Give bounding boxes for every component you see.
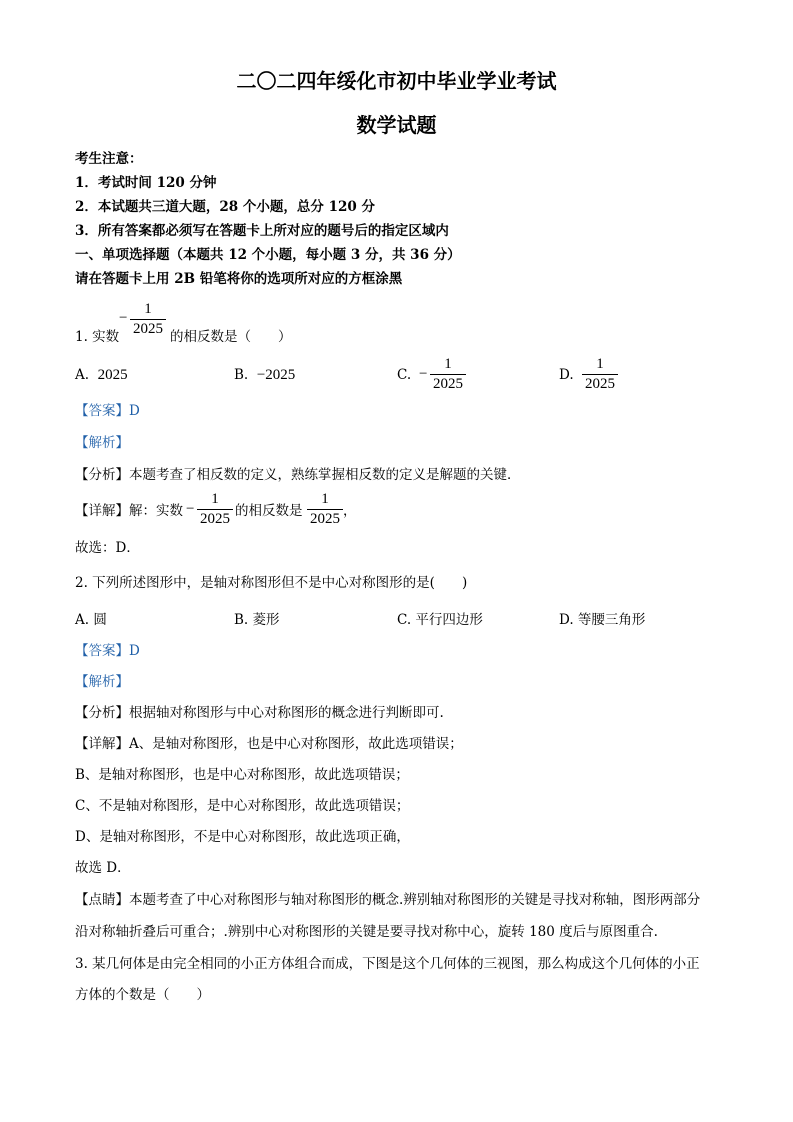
- q2-fenxi: 【分析】根据轴对称图形与中心对称图形的概念进行判断即可.: [75, 705, 444, 721]
- q1-option-a-label: A.: [75, 367, 90, 383]
- exam-subtitle: 数学试题: [356, 113, 437, 137]
- q2-detail-2: B、是轴对称图形，也是中心对称图形，故此选项错误；: [75, 767, 409, 783]
- q1-option-c-minus: −: [419, 366, 428, 382]
- q1-option-c-label: C.: [397, 367, 412, 383]
- q2-answer: 【答案】D: [75, 643, 140, 659]
- q3-stem-2: 方体的个数是（ ）: [75, 987, 210, 1003]
- q1-detail-bar-2: [307, 509, 343, 510]
- q2-option-a: A. 圆: [75, 612, 107, 628]
- q1-option-c-fraction: [430, 356, 466, 393]
- q1-detail-mid: 的相反数是: [235, 503, 303, 519]
- q1-fenxi: 【分析】本题考查了相反数的定义，熟练掌握相反数的定义是解题的关键．: [75, 467, 521, 483]
- q1-detail-num-2: 1: [321, 491, 329, 507]
- q1-option-d-den: 2025: [585, 376, 615, 392]
- q2-option-b: B. 菱形: [234, 612, 280, 628]
- notice-item-1: 1．考试时间 120 分钟: [75, 175, 217, 191]
- q1-frac-num: 1: [144, 301, 152, 317]
- q1-frac-bar: [130, 319, 166, 320]
- q1-option-b-value: −2025: [256, 367, 296, 383]
- q1-minus: −: [119, 310, 128, 326]
- q2-stem: 2. 下列所述图形中，是轴对称图形但不是中心对称图形的是( ): [75, 575, 468, 591]
- q1-detail-minus: −: [186, 501, 195, 517]
- q2-detail-3: C、不是轴对称图形，是中心对称图形，故此选项错误；: [75, 798, 410, 814]
- q1-option-b: [234, 367, 295, 384]
- q1-conclusion: 故选：D．: [75, 540, 140, 556]
- q1-option-d-fraction: [582, 356, 618, 393]
- q1-detail-end: ，: [343, 503, 357, 519]
- notice-heading: 考生注意：: [75, 151, 143, 167]
- q1-detail-fraction-1: [197, 491, 233, 528]
- q1-option-c-bar: [430, 374, 466, 375]
- q2-option-d: D. 等腰三角形: [559, 612, 646, 628]
- section-heading: 一、单项选择题（本题共 12 个小题，每小题 3 分，共 36 分）: [75, 247, 461, 263]
- notice-item-3: 3．所有答案都必须写在答题卡上所对应的题号后的指定区域内: [75, 223, 449, 239]
- q2-detail-4: D、是轴对称图形，不是中心对称图形，故此选项正确，: [75, 829, 410, 845]
- q1-option-b-label: B.: [234, 367, 249, 383]
- q1-answer: 【答案】D: [75, 403, 140, 419]
- q1-option-c-den: 2025: [433, 376, 463, 392]
- q1-frac-den: 2025: [133, 321, 163, 337]
- section-instruction: 请在答题卡上用 2B 铅笔将你的选项所对应的方框涂黑: [75, 271, 403, 287]
- notice-item-2: 2．本试题共三道大题，28 个小题，总分 120 分: [75, 199, 375, 215]
- q2-dianjing-2: 沿对称轴折叠后可重合；.辨别中心对称图形的关键是要寻找对称中心，旋转 180 度后与原图重合.: [75, 924, 658, 940]
- q1-detail-num-1: 1: [211, 491, 219, 507]
- q1-option-c-num: 1: [444, 356, 452, 372]
- q3-stem-1: 3. 某几何体是由完全相同的小正方体组合而成，下图是这个几何体的三视图，那么构成这个几何体的小正: [75, 956, 700, 972]
- q1-option-a: [75, 367, 128, 384]
- q2-conclusion: 故选 D．: [75, 860, 131, 876]
- q2-option-c: C. 平行四边形: [397, 612, 483, 628]
- q1-option-d-num: 1: [596, 356, 604, 372]
- q1-detail-prefix: 【详解】解：实数: [75, 503, 183, 519]
- q1-prefix: 1. 实数: [75, 329, 120, 345]
- q2-detail-1: 【详解】A、是轴对称图形，也是中心对称图形，故此选项错误；: [75, 736, 463, 752]
- q1-suffix: 的相反数是（ ）: [170, 329, 292, 345]
- exam-title: 二〇二四年绥化市初中毕业学业考试: [236, 69, 557, 93]
- q2-dianjing-1: 【点睛】本题考查了中心对称图形与轴对称图形的概念.辨别轴对称图形的关键是寻找对称轴，图形两部分: [75, 892, 701, 908]
- q1-detail-bar-1: [197, 509, 233, 510]
- q1-detail-den-2: 2025: [310, 511, 340, 527]
- q2-jiexi: 【解析】: [75, 674, 129, 690]
- q1-jiexi: 【解析】: [75, 435, 129, 451]
- q1-fraction: [130, 301, 166, 338]
- q1-option-d-label: D.: [559, 367, 574, 383]
- q1-option-a-value: 2025: [97, 367, 128, 383]
- q1-detail-fraction-2: [307, 491, 343, 528]
- q1-detail-den-1: 2025: [200, 511, 230, 527]
- q1-option-d-bar: [582, 374, 618, 375]
